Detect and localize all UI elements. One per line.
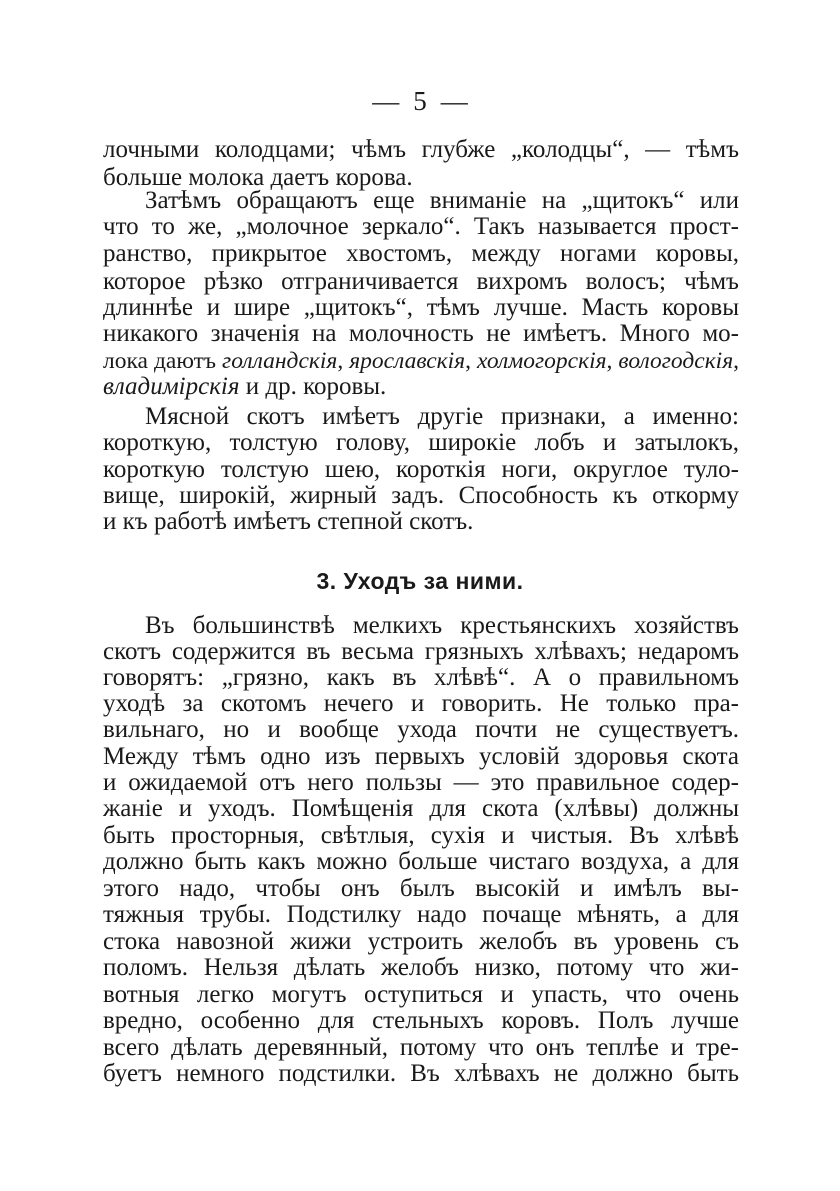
text-line: вильнаго, но и вообще ухода почти не существуетъ. [103,716,739,743]
breed-name: голландскія [222,348,338,374]
text-line: длиннѣе и шире „щитокъ“, тѣмъ лучше. Масть коровы [103,294,739,321]
text-span: , [337,348,350,374]
text-line: этого надо, чтобы онъ былъ высокій и имѣлъ вы- [103,875,739,902]
breed-name: ярославскія [349,348,466,374]
text-line: скотъ содержится въ весьма грязныхъ хлѣвахъ; недаромъ [103,638,739,665]
text-line: всего дѣлать деревянный, потому что онъ теплѣе и тре- [103,1034,739,1061]
section-heading: 3. Уходъ за ними. [316,568,524,594]
text-line: и ожидаемой отъ него пользы — это правильное содер- [103,769,739,796]
text-line: и къ работѣ имѣетъ степной скотъ. [103,508,474,535]
text-line: Въ большинствѣ мелкихъ крестьянскихъ хозяйствъ [145,612,739,639]
text-span: , [606,348,619,374]
text-line: Между тѣмъ одно изъ первыхъ условій здоровья скота [103,743,739,770]
text-line: стока навозной жижи устроить желобъ въ уровень съ [103,928,739,955]
text-span: , [465,348,477,374]
page-number-dash-right: — [440,86,468,116]
text-line-with-breeds [103,347,739,375]
breed-name: холмогорскія [476,348,607,374]
text-line: ранство, прикрытое хвостомъ, между ногами коровы, [103,240,739,267]
text-line: должно быть какъ можно больше чистаго воздуха, а для [103,848,739,875]
text-line: буетъ немного подстилки. Въ хлѣвахъ не должно быть [103,1060,739,1087]
text-span: лока даютъ [103,348,223,374]
text-line: поломъ. Нельзя дѣлать желобъ низко, потому что жи- [103,954,739,981]
text-line: больше молока даетъ корова. [103,164,413,191]
breed-name: вологодскія [618,348,734,374]
text-line: говорятъ: „грязно, какъ въ хлѣвѣ“. А о правильномъ [103,664,739,691]
text-line: лочными колодцами; чѣмъ глубже „колодцы“, — тѣмъ [103,136,739,163]
text-line-with-breeds [103,373,739,401]
breed-name: владимірскія [103,373,240,400]
text-line: короткую толстую шею, короткія ноги, округлое туло- [103,456,739,483]
page-number-value: 5 [413,86,427,116]
text-line: что то же, „молочное зеркало“. Такъ называется прост- [103,213,739,240]
page-number [0,84,840,118]
text-line: никакого значенія на молочность не имѣетъ. Много мо- [103,320,739,347]
text-line: вище, широкій, жирный задъ. Способность къ откорму [103,482,739,509]
page-number-dash-left: — [372,86,400,116]
text-line: вредно, особенно для стельныхъ коровъ. Полъ лучше [103,1007,739,1034]
text-line: вотныя легко могутъ оступиться и упасть, что очень [103,981,739,1008]
text-line: Мясной скотъ имѣетъ другіе признаки, а именно: [145,403,739,430]
text-line: Затѣмъ обращаютъ еще вниманіе на „щитокъ“ или [145,187,739,214]
text-line: уходѣ за скотомъ нечего и говорить. Не только пра- [103,690,739,717]
text-line: тяжныя трубы. Подстилку надо почаще мѣнять, а для [103,901,739,928]
text-line: быть просторныя, свѣтлыя, сухія и чистыя. Въ хлѣвѣ [103,822,739,849]
text-span: и др. коровы. [239,373,387,400]
text-span: , [733,348,740,374]
text-line: жаніе и уходъ. Помѣщенія для скота (хлѣвы) должны [103,795,739,822]
text-line: которое рѣзко отграничивается вихромъ волосъ; чѣмъ [103,268,739,295]
text-line: короткую, толстую голову, широкіе лобъ и затылокъ, [103,429,739,456]
